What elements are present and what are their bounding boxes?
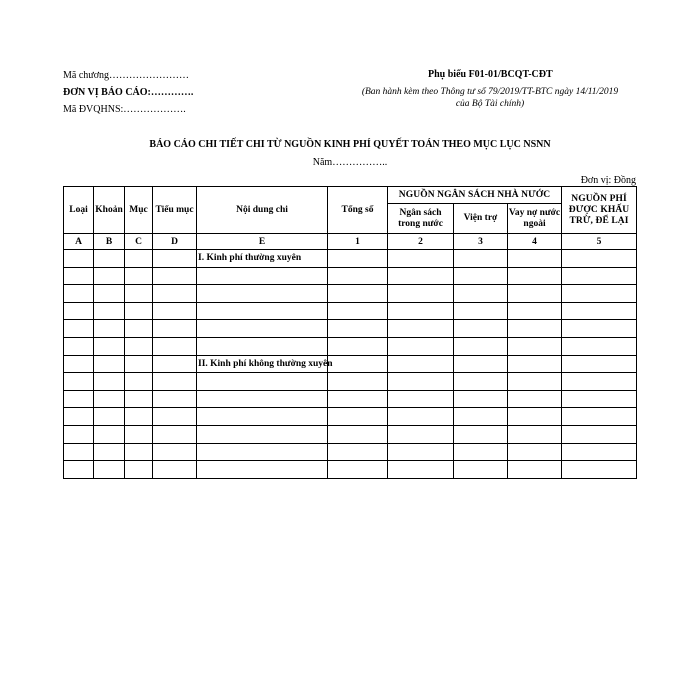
table-row: [64, 302, 637, 320]
currency-unit: Đơn vị: Đồng: [580, 175, 636, 186]
appendix-title: Phụ biểu F01-01/BCQT-CĐT: [428, 69, 553, 80]
col-header-tieu-muc: Tiểu mục: [153, 187, 197, 234]
table-row: [64, 461, 637, 479]
table-row: [64, 408, 637, 426]
section-non-recurring-label: II. Kinh phí không thường xuyên: [197, 355, 328, 373]
budget-unit-code: Mã ĐVQHNS:……………….: [63, 104, 186, 115]
col-header-domestic-budget: Ngân sách trong nước: [388, 204, 454, 234]
col-header-loai: Loại: [64, 187, 94, 234]
col-header-khoan: Khoản: [94, 187, 125, 234]
table-row: [64, 250, 637, 268]
column-code: A: [64, 234, 94, 250]
issuance-note: (Ban hành kèm theo Thông tư số 79/2019/TT-BTC ngày 14/11/2019 của Bộ Tài chính): [361, 87, 619, 109]
table-row: [64, 267, 637, 285]
table-row: [64, 390, 637, 408]
col-header-state-budget: NGUỒN NGÂN SÁCH NHÀ NƯỚC: [388, 187, 562, 204]
report-table: [63, 186, 637, 479]
column-code: 4: [508, 234, 562, 250]
col-header-retained-fees: NGUỒN PHÍ ĐƯỢC KHẤU TRỪ, ĐỂ LẠI: [562, 187, 637, 234]
column-code-row: [64, 234, 637, 250]
column-code: E: [197, 234, 328, 250]
chapter-code: Mã chương……………………: [63, 70, 189, 81]
column-code: 2: [388, 234, 454, 250]
column-code: 3: [454, 234, 508, 250]
col-header-noi-dung-chi: Nội dung chi: [197, 187, 328, 234]
report-title: BÁO CÁO CHI TIẾT CHI TỪ NGUỒN KINH PHÍ QUYẾT TOÁN THEO MỤC LỤC NSNN: [149, 139, 551, 150]
table-row: [64, 285, 637, 303]
table-row: [64, 337, 637, 355]
column-code: C: [125, 234, 153, 250]
table-row: [64, 425, 637, 443]
table-row: [64, 355, 637, 373]
col-header-aid: Viện trợ: [454, 204, 508, 234]
table-row: [64, 320, 637, 338]
col-header-tong-so: Tổng số: [328, 187, 388, 234]
reporting-unit: ĐƠN VỊ BÁO CÁO:………….: [63, 87, 194, 98]
section-recurring-label: I. Kinh phí thường xuyên: [197, 250, 328, 268]
col-header-muc: Mục: [125, 187, 153, 234]
column-code: 5: [562, 234, 637, 250]
table-row: [64, 373, 637, 391]
column-code: 1: [328, 234, 388, 250]
column-code: D: [153, 234, 197, 250]
column-code: B: [94, 234, 125, 250]
report-year: Năm……………..: [312, 157, 388, 168]
table-row: [64, 443, 637, 461]
col-header-foreign-loans: Vay nợ nước ngoài: [508, 204, 562, 234]
